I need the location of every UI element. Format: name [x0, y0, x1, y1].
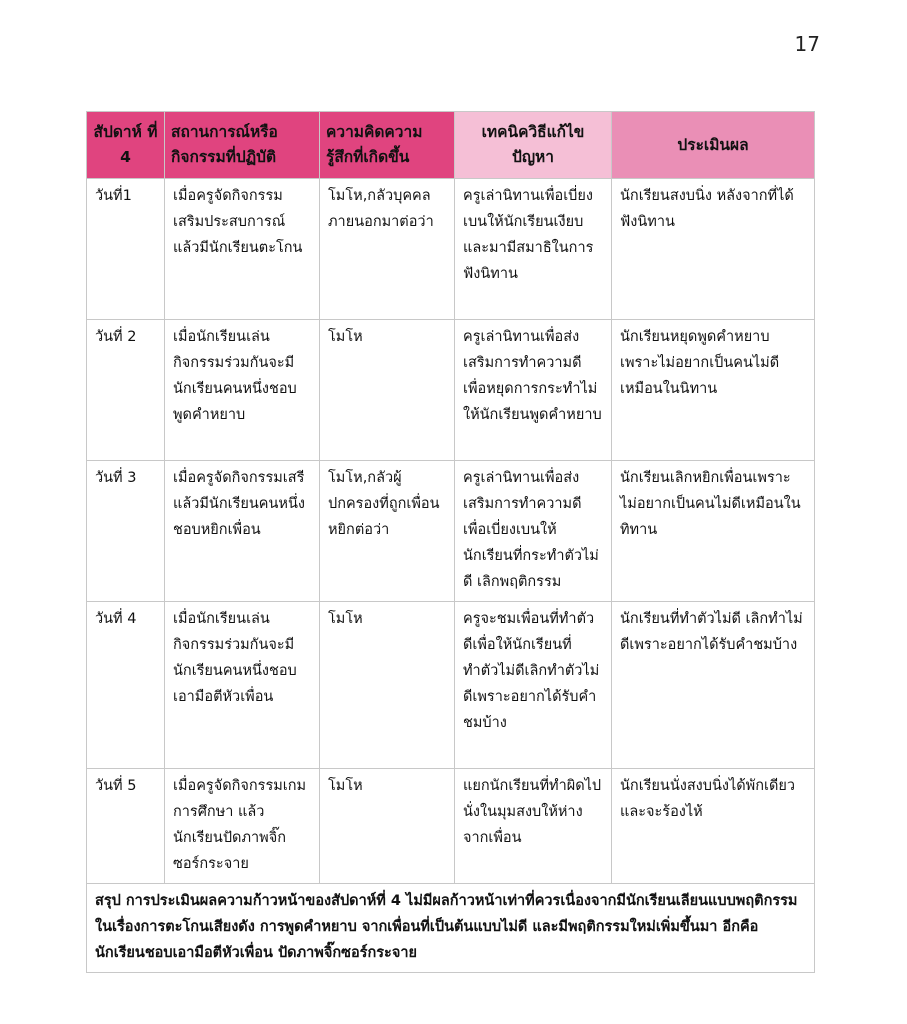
situation-cell: เมื่อครูจัดกิจกรรมเกมการศึกษา แล้วนักเรียนปัดภาพจิ๊กซอร์กระจาย — [165, 769, 320, 884]
summary-row — [87, 884, 815, 973]
weekly-report-table — [86, 111, 815, 973]
table-row — [87, 769, 815, 884]
day-cell: วันที่ 3 — [87, 461, 165, 602]
header-technique: เทคนิควิธีแก้ไข ปัญหา — [455, 112, 612, 179]
table-row — [87, 320, 815, 461]
day-cell: วันที่1 — [87, 179, 165, 320]
situation-cell: เมื่อนักเรียนเล่นกิจกรรมร่วมกันจะมีนักเรียนคนหนึ่งชอบพูดคำหยาบ — [165, 320, 320, 461]
day-cell: วันที่ 5 — [87, 769, 165, 884]
day-cell: วันที่ 2 — [87, 320, 165, 461]
header-week: สัปดาห์ ที่ 4 — [87, 112, 165, 179]
table-row — [87, 461, 815, 602]
situation-cell: เมื่อนักเรียนเล่นกิจกรรมร่วมกันจะมีนักเรียนคนหนึ่งชอบเอามือตีหัวเพื่อน — [165, 602, 320, 769]
evaluation-cell: นักเรียนนั่งสงบนิ่งได้พักเดียวและจะร้องไห้ — [612, 769, 815, 884]
feeling-cell: โมโห — [320, 769, 455, 884]
situation-cell: เมื่อครูจัดกิจกรรมเสรีแล้วมีนักเรียนคนหนึ่งชอบหยิกเพื่อน — [165, 461, 320, 602]
day-cell: วันที่ 4 — [87, 602, 165, 769]
summary-text: สรุป การประเมินผลความก้าวหน้าของสัปดาห์ที่ 4 ไม่มีผลก้าวหน้าเท่าที่ควรเนื่องจากมีนักเรียนเลียนแบบพฤติกรรมในเรื่องการตะโกนเสียงดัง การพูดคำหยาบ จากเพื่อนที่เป็นต้นแบบไม่ดี และมีพฤติกรรมใหม่เพิ่มขึ้นมา อีกคือ นักเรียนชอบเอามือตีหัวเพื่อน ปัดภาพจิ๊กซอร์กระจาย — [87, 884, 815, 973]
feeling-cell: โมโห,กลัวบุคคลภายนอกมาต่อว่า — [320, 179, 455, 320]
feeling-cell: โมโห — [320, 320, 455, 461]
evaluation-cell: นักเรียนสงบนิ่ง หลังจากที่ได้ฟังนิทาน — [612, 179, 815, 320]
technique-cell: ครูเล่านิทานเพื่อเบี่ยงเบนให้นักเรียนเงียบและมามีสมาธิในการฟังนิทาน — [455, 179, 612, 320]
header-situation: สถานการณ์หรือ กิจกรรมที่ปฏิบัติ — [165, 112, 320, 179]
table-header-row — [87, 112, 815, 179]
technique-cell: ครูเล่านิทานเพื่อส่งเสริมการทำความดีเพื่อเบี่ยงเบนให้นักเรียนที่กระทำตัวไม่ดี เลิกพฤติกรรม — [455, 461, 612, 602]
evaluation-cell: นักเรียนหยุดพูดคำหยาบเพราะไม่อยากเป็นคนไม่ดีเหมือนในนิทาน — [612, 320, 815, 461]
table-row — [87, 179, 815, 320]
feeling-cell: โมโห — [320, 602, 455, 769]
header-evaluation: ประเมินผล — [612, 112, 815, 179]
header-feeling: ความคิดความ รู้สึกที่เกิดขึ้น — [320, 112, 455, 179]
situation-cell: เมื่อครูจัดกิจกรรมเสริมประสบการณ์แล้วมีนักเรียนตะโกน — [165, 179, 320, 320]
feeling-cell: โมโห,กลัวผู้ปกครองที่ถูกเพื่อนหยิกต่อว่า — [320, 461, 455, 602]
technique-cell: ครูเล่านิทานเพื่อส่งเสริมการทำความดีเพื่อหยุดการกระทำไม่ให้นักเรียนพูดคำหยาบ — [455, 320, 612, 461]
page-number: 17 — [794, 32, 820, 56]
evaluation-cell: นักเรียนที่ทำตัวไม่ดี เลิกทำไม่ดีเพราะอยากได้รับคำชมบ้าง — [612, 602, 815, 769]
technique-cell: แยกนักเรียนที่ทำผิดไปนั่งในมุมสงบให้ห่างจากเพื่อน — [455, 769, 612, 884]
table-row — [87, 602, 815, 769]
technique-cell: ครูจะชมเพื่อนที่ทำตัวดีเพื่อให้นักเรียนที่ทำตัวไม่ดีเลิกทำตัวไม่ดีเพราะอยากได้รับคำชมบ้าง — [455, 602, 612, 769]
evaluation-cell: นักเรียนเลิกหยิกเพื่อนเพราะไม่อยากเป็นคนไม่ดีเหมือนในทิทาน — [612, 461, 815, 602]
